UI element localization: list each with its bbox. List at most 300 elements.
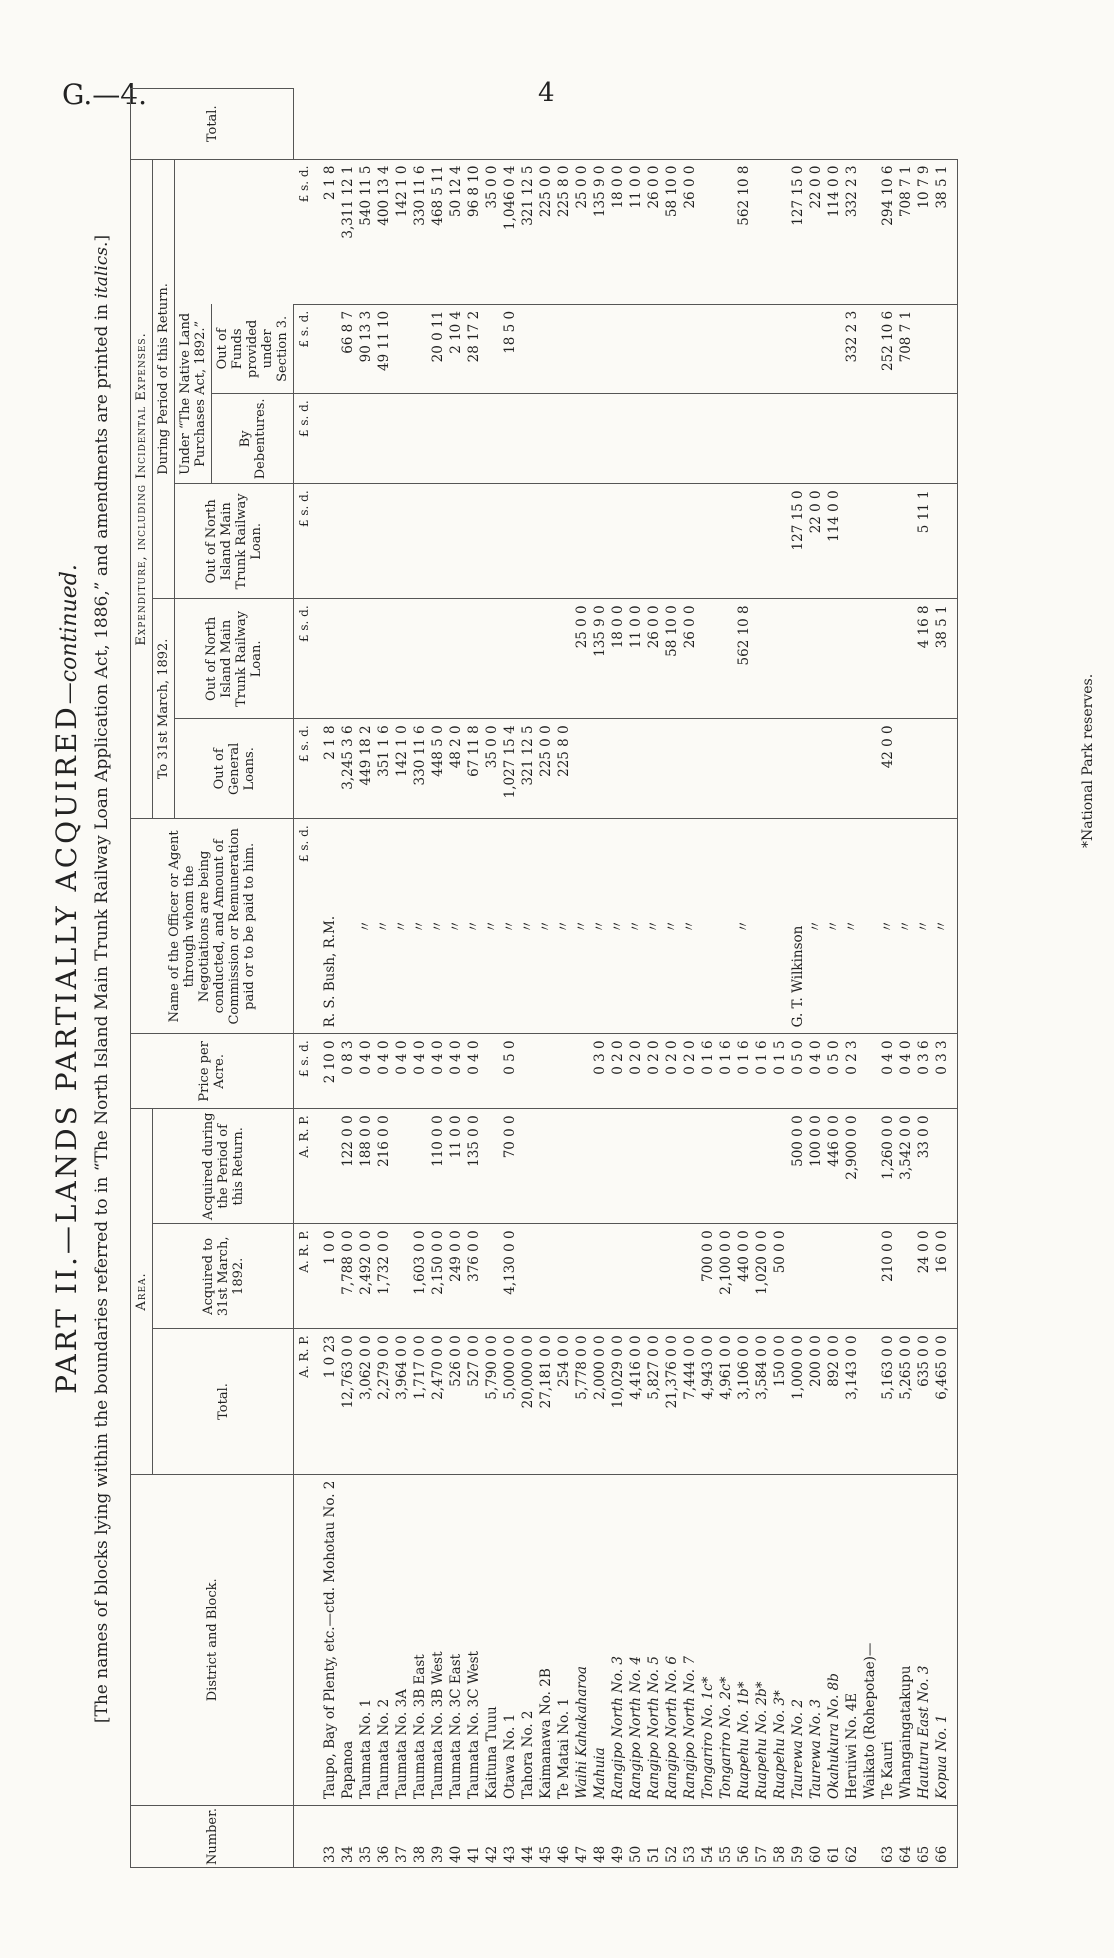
agent-name: 〃 [609,819,627,1034]
row-total: 35 0 0 [483,159,501,304]
area-total: 6,465 0 0 [933,1329,958,1474]
nimtr-loan-during [315,484,339,599]
out-of-funds [789,304,807,394]
district-block: Te Kauri [879,1474,897,1805]
table-row [933,89,958,1868]
nimtr-loan-to [429,599,447,719]
table-row [315,89,339,1868]
general-loans: 142 1 0 [393,719,411,819]
row-total: 225 0 0 [537,159,555,304]
area-acquired-during [609,1109,627,1224]
row-number: 64 [897,1805,915,1867]
district-block: Taumata No. 3A [393,1474,411,1805]
row-total: 135 9 0 [591,159,609,304]
by-debentures [843,394,861,484]
row-total: 3,311 12 1 [339,159,357,304]
out-of-funds [915,304,933,394]
nimtr-loan-to [555,599,573,719]
agent-name: 〃 [627,819,645,1034]
table-row [609,89,627,1868]
out-of-funds [681,304,699,394]
price-per-acre: 0 1 6 [753,1034,771,1109]
nimtr-loan-during [573,484,591,599]
units-general-loans: £ s. d. [294,719,316,819]
area-acquired-to [645,1224,663,1329]
by-debentures [447,394,465,484]
nimtr-loan-during [933,484,958,599]
page-reference: G.—4. [62,78,147,111]
nimtr-loan-during [627,484,645,599]
table-row [501,89,519,1868]
nimtr-loan-during [555,484,573,599]
general-loans: 1,027 15 4 [501,719,519,819]
by-debentures [591,394,609,484]
general-loans: 448 5 0 [429,719,447,819]
district-block: Okahukura No. 8b [825,1474,843,1805]
general-loans [933,719,958,819]
district-block: Taumata No. 3C East [447,1474,465,1805]
units-total: £ s. d. [294,159,316,304]
row-total: 400 13 4 [375,159,393,304]
area-acquired-during: 216 0 0 [375,1109,393,1224]
nimtr-loan-during [465,484,483,599]
district-block: Tongariro No. 2c* [717,1474,735,1805]
general-loans [915,719,933,819]
col-area: Area. [131,1109,153,1474]
agent-name [339,819,357,1034]
row-number: 61 [825,1805,843,1867]
area-acquired-to: 1,732 0 0 [375,1224,393,1329]
nimtr-loan-to [861,599,879,719]
row-number: 33 [315,1805,339,1867]
nimtr-loan-during [483,484,501,599]
area-acquired-during: 70 0 0 [501,1109,519,1224]
agent-name: 〃 [897,819,915,1034]
out-of-funds [861,304,879,394]
col-number: Number. [131,1805,294,1867]
general-loans [663,719,681,819]
units-debentures: £ s. d. [294,394,316,484]
district-block: Rangipo North No. 6 [663,1474,681,1805]
by-debentures [879,394,897,484]
price-per-acre: 0 2 3 [843,1034,861,1109]
table-row [771,89,789,1868]
area-acquired-during: 135 0 0 [465,1109,483,1224]
out-of-funds: 90 13 3 [357,304,375,394]
agent-name: 〃 [483,819,501,1034]
price-per-acre: 0 4 0 [357,1034,375,1109]
table-row [375,89,393,1868]
nimtr-loan-to: 58 10 0 [663,599,681,719]
area-acquired-to [573,1224,591,1329]
agent-name: 〃 [357,819,375,1034]
area-total: 12,763 0 0 [339,1329,357,1474]
area-acquired-during: 33 0 0 [915,1109,933,1224]
price-per-acre: 0 2 0 [627,1034,645,1109]
area-total: 10,029 0 0 [609,1329,627,1474]
nimtr-loan-to [843,599,861,719]
price-per-acre [573,1034,591,1109]
agent-name: 〃 [591,819,609,1034]
area-acquired-to [483,1224,501,1329]
table-title [50,0,83,1958]
district-block: Rangipo North No. 5 [645,1474,663,1805]
district-block: Kopua No. 1 [933,1474,958,1805]
area-acquired-to: 210 0 0 [879,1224,897,1329]
district-block: Hauturu East No. 3 [915,1474,933,1805]
row-total [699,159,717,304]
area-total: 3,106 0 0 [735,1329,753,1474]
by-debentures [411,394,429,484]
units-funds: £ s. d. [294,304,316,394]
nimtr-loan-during [879,484,897,599]
general-loans [897,719,915,819]
nimtr-loan-to: 11 0 0 [627,599,645,719]
out-of-funds [519,304,537,394]
units-area-total: A. R. P. [294,1329,316,1474]
area-acquired-during [519,1109,537,1224]
area-acquired-to [681,1224,699,1329]
area-total: 254 0 0 [555,1329,573,1474]
agent-name: 〃 [843,819,861,1034]
subtitle-italic: italics [92,246,112,299]
out-of-funds [609,304,627,394]
area-total: 1,717 0 0 [411,1329,429,1474]
district-block: Heruiwi No. 4E [843,1474,861,1805]
area-acquired-during [537,1109,555,1224]
area-acquired-to: 700 0 0 [699,1224,717,1329]
general-loans: 67 11 8 [465,719,483,819]
price-per-acre: 0 1 5 [771,1034,789,1109]
nimtr-loan-during [447,484,465,599]
row-number: 57 [753,1805,771,1867]
price-per-acre: 0 4 0 [447,1034,465,1109]
table-row [861,89,879,1868]
table-row [591,89,609,1868]
out-of-funds: 2 10 4 [447,304,465,394]
col-nimtr-loan-during: Out of North Island Main Trunk Railway Loan. [175,484,294,599]
table-row [393,89,411,1868]
col-area-total: Total. [153,1329,294,1474]
agent-name: 〃 [393,819,411,1034]
units-price: £ s. d. [294,1034,316,1109]
row-total: 321 12 5 [519,159,537,304]
area-acquired-to: 1 0 0 [315,1224,339,1329]
general-loans: 48 2 0 [447,719,465,819]
nimtr-loan-during [753,484,771,599]
row-number: 52 [663,1805,681,1867]
out-of-funds [555,304,573,394]
nimtr-loan-during [609,484,627,599]
title-main: PART II.—LANDS PARTIALLY ACQUIRED [50,704,83,1394]
table-row [645,89,663,1868]
agent-name: 〃 [573,819,591,1034]
price-per-acre: 0 2 0 [645,1034,663,1109]
agent-name: 〃 [429,819,447,1034]
area-acquired-during: 2,900 0 0 [843,1109,861,1224]
nimtr-loan-during [735,484,753,599]
by-debentures [933,394,958,484]
area-acquired-to: 1,603 0 0 [411,1224,429,1329]
nimtr-loan-to [465,599,483,719]
price-per-acre: 2 10 0 [315,1034,339,1109]
out-of-funds: 18 5 0 [501,304,519,394]
row-number: 42 [483,1805,501,1867]
district-block: Ruapehu No. 2b* [753,1474,771,1805]
agent-name [771,819,789,1034]
by-debentures [807,394,825,484]
row-number [861,1805,879,1867]
nimtr-loan-during [861,484,879,599]
area-acquired-during [573,1109,591,1224]
nimtr-loan-to [339,599,357,719]
district-block: Taupo, Bay of Plenty, etc.—ctd. Mohotau No. 2 [315,1474,339,1805]
row-total [861,159,879,304]
price-per-acre: 0 2 0 [663,1034,681,1109]
nimtr-loan-during [843,484,861,599]
area-acquired-to: 376 0 0 [465,1224,483,1329]
area-acquired-to [555,1224,573,1329]
nimtr-loan-to [825,599,843,719]
nimtr-loan-to [315,599,339,719]
nimtr-loan-during [897,484,915,599]
agent-name: 〃 [735,819,753,1034]
agent-name: 〃 [663,819,681,1034]
out-of-funds [537,304,555,394]
area-acquired-to: 16 0 0 [933,1224,958,1329]
lands-table [130,88,958,1868]
area-total: 1 0 23 [315,1329,339,1474]
row-total: 330 11 6 [411,159,429,304]
by-debentures [681,394,699,484]
general-loans [807,719,825,819]
area-acquired-to [861,1224,879,1329]
footnote: *National Park reserves. [1080,673,1096,848]
agent-name: 〃 [537,819,555,1034]
area-total [861,1329,879,1474]
area-acquired-to [789,1224,807,1329]
col-out-of-funds: Out of Funds provided under Section 3. [212,304,294,394]
row-number: 43 [501,1805,519,1867]
nimtr-loan-during [663,484,681,599]
price-per-acre [537,1034,555,1109]
nimtr-loan-to: 562 10 8 [735,599,753,719]
general-loans [645,719,663,819]
out-of-funds [663,304,681,394]
area-acquired-to [627,1224,645,1329]
col-to-31-march: To 31st March, 1892. [153,599,175,819]
subtitle-after: .] [92,234,112,247]
col-during-period: During Period of this Return. [153,159,175,599]
by-debentures [483,394,501,484]
nimtr-loan-during: 114 0 0 [825,484,843,599]
nimtr-loan-to [789,599,807,719]
table-row [519,89,537,1868]
table-row [663,89,681,1868]
general-loans [699,719,717,819]
row-total: 22 0 0 [807,159,825,304]
table-row [537,89,555,1868]
by-debentures [771,394,789,484]
district-block: Taumata No. 1 [357,1474,375,1805]
out-of-funds: 66 8 7 [339,304,357,394]
general-loans [609,719,627,819]
by-debentures [501,394,519,484]
nimtr-loan-to [753,599,771,719]
row-total: 18 0 0 [609,159,627,304]
out-of-funds [645,304,663,394]
by-debentures [537,394,555,484]
row-number: 53 [681,1805,699,1867]
by-debentures [555,394,573,484]
area-acquired-to [843,1224,861,1329]
nimtr-loan-to [447,599,465,719]
price-per-acre [555,1034,573,1109]
table-row [627,89,645,1868]
out-of-funds [411,304,429,394]
agent-name: 〃 [825,819,843,1034]
price-per-acre [861,1034,879,1109]
table-row [825,89,843,1868]
general-loans [825,719,843,819]
nimtr-loan-to [717,599,735,719]
row-number: 62 [843,1805,861,1867]
price-per-acre: 0 5 0 [501,1034,519,1109]
row-total: 26 0 0 [681,159,699,304]
table-row [483,89,501,1868]
area-total: 3,062 0 0 [357,1329,375,1474]
area-acquired-during: 500 0 0 [789,1109,807,1224]
row-total [717,159,735,304]
area-total: 150 0 0 [771,1329,789,1474]
area-total: 4,961 0 0 [717,1329,735,1474]
area-total: 1,000 0 0 [789,1329,807,1474]
area-acquired-during [315,1109,339,1224]
nimtr-loan-to [375,599,393,719]
row-total: 25 0 0 [573,159,591,304]
district-block: Waihi Kahakaharoa [573,1474,591,1805]
out-of-funds: 20 0 11 [429,304,447,394]
price-per-acre: 0 4 0 [879,1034,897,1109]
by-debentures [645,394,663,484]
table-row [735,89,753,1868]
area-acquired-during: 11 0 0 [447,1109,465,1224]
area-total: 526 0 0 [447,1329,465,1474]
row-total [753,159,771,304]
nimtr-loan-during: 5 11 1 [915,484,933,599]
area-acquired-to: 440 0 0 [735,1224,753,1329]
area-acquired-to: 2,150 0 0 [429,1224,447,1329]
col-agent: Name of the Officer or Agent through whom the Negotiations are being conducted, and Amount of Commission or Remuneration paid or to be paid to him. [131,819,294,1034]
area-acquired-to [663,1224,681,1329]
page-number: 4 [538,78,555,108]
area-acquired-to: 249 0 0 [447,1224,465,1329]
col-by-debentures: By Debentures. [212,394,294,484]
nimtr-loan-to: 26 0 0 [681,599,699,719]
row-number: 40 [447,1805,465,1867]
nimtr-loan-to [393,599,411,719]
area-total: 21,376 0 0 [663,1329,681,1474]
nimtr-loan-during [681,484,699,599]
row-total: 127 15 0 [789,159,807,304]
nimtr-loan-during [591,484,609,599]
price-per-acre: 0 5 0 [825,1034,843,1109]
price-per-acre: 0 3 0 [591,1034,609,1109]
area-acquired-during [411,1109,429,1224]
by-debentures [825,394,843,484]
nimtr-loan-during [537,484,555,599]
by-debentures [861,394,879,484]
agent-name: 〃 [681,819,699,1034]
row-number: 47 [573,1805,591,1867]
area-total: 3,964 0 0 [393,1329,411,1474]
general-loans: 449 18 2 [357,719,375,819]
row-number: 41 [465,1805,483,1867]
area-total: 5,000 0 0 [501,1329,519,1474]
area-acquired-to: 4,130 0 0 [501,1224,519,1329]
nimtr-loan-during [501,484,519,599]
general-loans [735,719,753,819]
row-total: 26 0 0 [645,159,663,304]
district-block: Rangipo North No. 3 [609,1474,627,1805]
nimtr-loan-during [357,484,375,599]
area-acquired-during: 110 0 0 [429,1109,447,1224]
by-debentures [339,394,357,484]
by-debentures [573,394,591,484]
row-number: 34 [339,1805,357,1867]
area-acquired-to: 7,788 0 0 [339,1224,357,1329]
area-acquired-to [393,1224,411,1329]
district-block: Ruapehu No. 1b* [735,1474,753,1805]
district-block: Taurewa No. 2 [789,1474,807,1805]
general-loans [573,719,591,819]
row-number: 36 [375,1805,393,1867]
district-block: Whangaingatakupu [897,1474,915,1805]
row-number: 65 [915,1805,933,1867]
general-loans [681,719,699,819]
row-total: 294 10 6 [879,159,897,304]
row-number: 56 [735,1805,753,1867]
price-per-acre: 0 4 0 [897,1034,915,1109]
district-block: Papanoa [339,1474,357,1805]
area-acquired-during: 1,260 0 0 [879,1109,897,1224]
nimtr-loan-during [411,484,429,599]
table-row [681,89,699,1868]
row-number: 46 [555,1805,573,1867]
nimtr-loan-to [699,599,717,719]
nimtr-loan-to: 38 5 1 [933,599,958,719]
by-debentures [375,394,393,484]
agent-name: 〃 [519,819,537,1034]
row-total: 332 2 3 [843,159,861,304]
district-block: Taumata No. 3B East [411,1474,429,1805]
area-total: 527 0 0 [465,1329,483,1474]
nimtr-loan-to [501,599,519,719]
district-block: Taumata No. 3B West [429,1474,447,1805]
agent-name: 〃 [501,819,519,1034]
by-debentures [663,394,681,484]
price-per-acre: 0 3 6 [915,1034,933,1109]
out-of-funds [483,304,501,394]
nimtr-loan-to: 26 0 0 [645,599,663,719]
nimtr-loan-to: 18 0 0 [609,599,627,719]
agent-name: 〃 [645,819,663,1034]
price-per-acre: 0 4 0 [411,1034,429,1109]
table-row [411,89,429,1868]
table-row [339,89,357,1868]
col-nimtr-loan-to: Out of North Island Main Trunk Railway Loan. [175,599,294,719]
area-acquired-during [771,1109,789,1224]
